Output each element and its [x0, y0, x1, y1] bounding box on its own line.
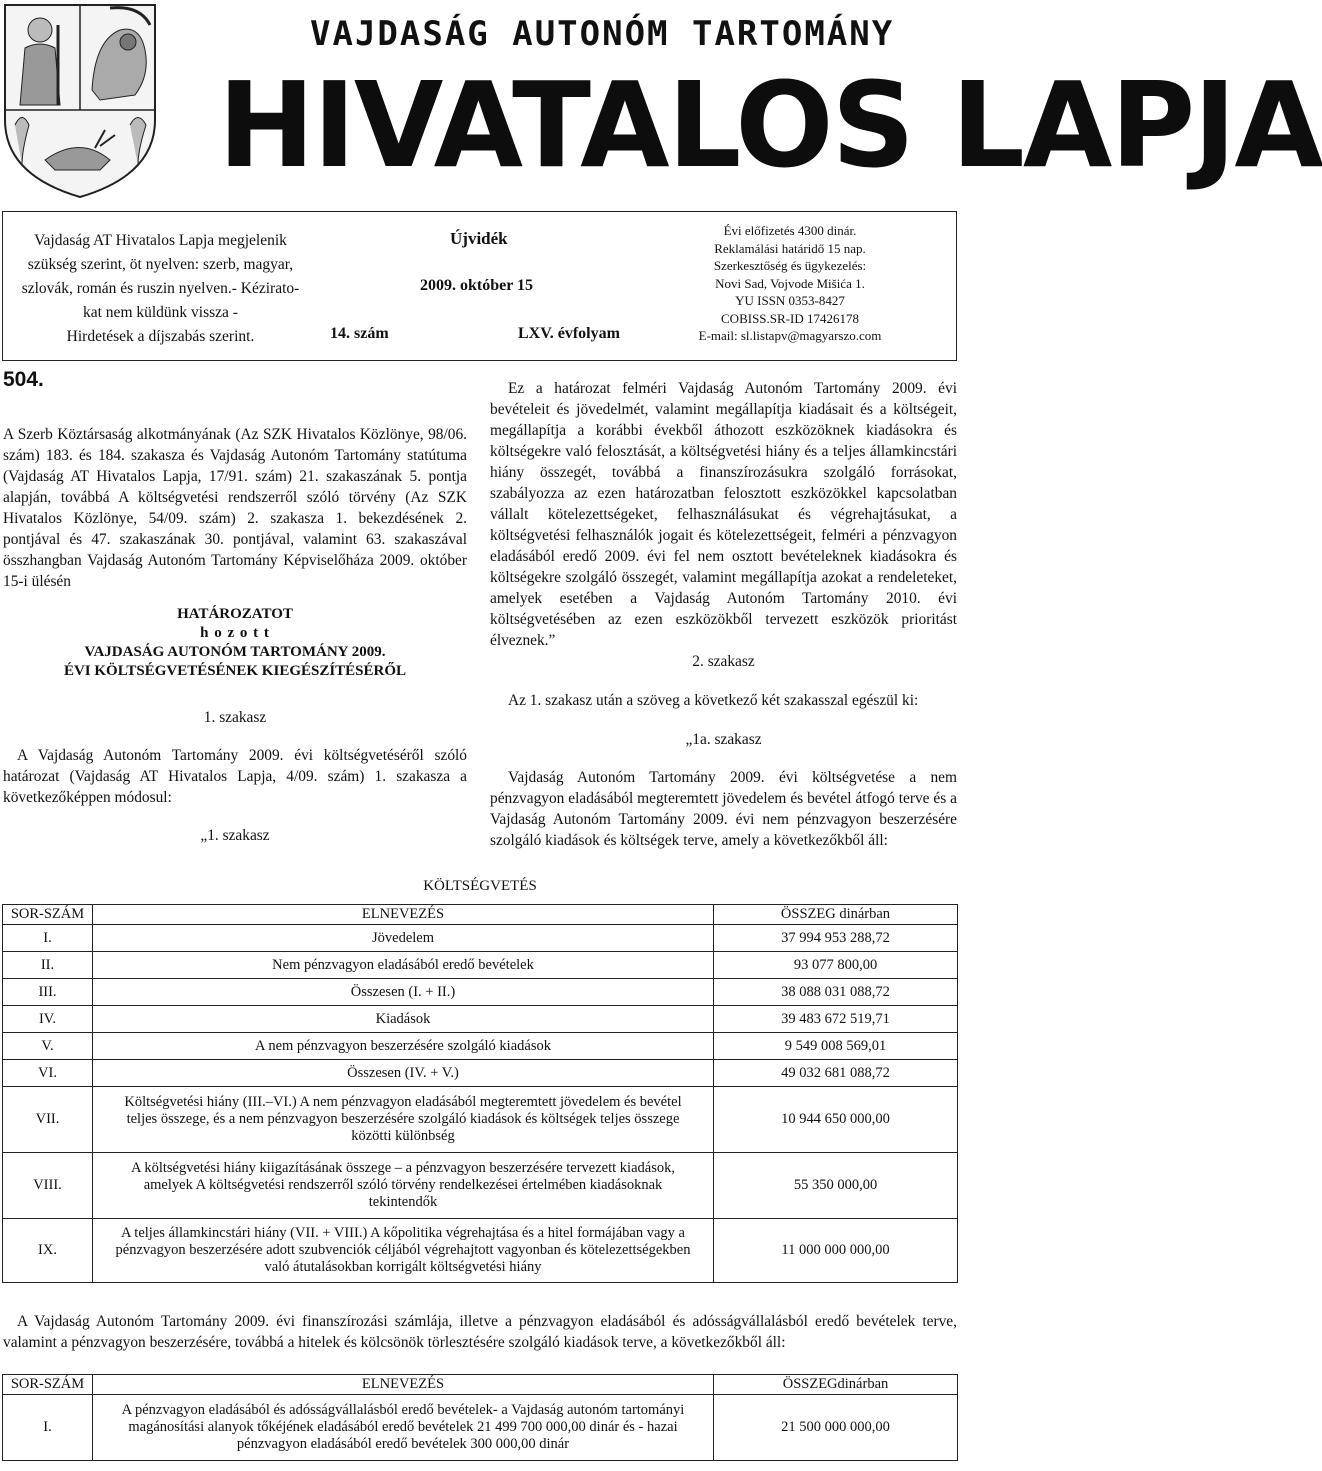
- column-header: ÖSSZEGdinárban: [714, 1375, 958, 1395]
- row-number: VIII.: [3, 1153, 93, 1219]
- table-row: [3, 1033, 958, 1060]
- row-number: I.: [3, 1395, 93, 1461]
- title-line: VAJDASÁG AUTONÓM TARTOMÁNY 2009.: [84, 644, 386, 660]
- section-1a-text: Vajdaság Autonóm Tartomány 2009. évi költségvetése a nem pénzvagyon eladásából megteremtett jövedelem és bevétel átfogó terve és a Vajdaság Autonóm Tartomány 2009. évi nem pénzvagyon beszerzésére szolgáló kiadások és költségek terve, amely a következőkből áll:: [490, 769, 957, 849]
- budget-table-caption: KÖLTSÉGVETÉS: [423, 878, 537, 894]
- masthead-subtitle: VAJDASÁG AUTONÓM TARTOMÁNY: [310, 14, 895, 54]
- issue-date: 2009. október 15: [420, 277, 534, 294]
- notice-line: Vajdaság AT Hivatalos Lapja megjelenik: [34, 232, 287, 249]
- subscription-info: [660, 222, 920, 345]
- table-row: [3, 979, 958, 1006]
- info-line: YU ISSN 0353-8427: [735, 293, 845, 308]
- budget-table: [2, 904, 958, 1283]
- row-name: Összesen (IV. + V.): [93, 1060, 714, 1087]
- financing-account-text: A Vajdaság Autonóm Tartomány 2009. évi finanszírozási számlája, illetve a pénzvagyon eladásából és adósságvállalásból eredő bevételek terve, valamint a pénzvagyon beszerzésére, továbbá a hitelek és kölcsönök törlesztésére szolgáló kiadások terve, a következőkből áll:: [3, 1313, 957, 1351]
- row-amount: 11 000 000 000,00: [714, 1219, 958, 1283]
- row-number: IV.: [3, 1006, 93, 1033]
- row-amount: 49 032 681 088,72: [714, 1060, 958, 1087]
- issue-number: 14. szám: [330, 325, 389, 342]
- table-row: [3, 1060, 958, 1087]
- publication-notice: [8, 229, 313, 349]
- row-amount: 38 088 031 088,72: [714, 979, 958, 1006]
- column-header: SOR-SZÁM: [3, 905, 93, 925]
- title-line: ÉVI KÖLTSÉGVETÉSÉNEK KIEGÉSZÍTÉSÉRŐL: [63, 663, 407, 679]
- info-line: Évi előfizetés 4300 dinár.: [723, 223, 857, 238]
- column-header: ELNEVEZÉS: [93, 1375, 714, 1395]
- column-header: SOR-SZÁM: [3, 1375, 93, 1395]
- quoted-section-1a: „1a. szakasz: [685, 731, 762, 748]
- quoted-section-1: „1. szakasz: [200, 827, 270, 844]
- table-row: [3, 1395, 958, 1461]
- row-amount: 21 500 000 000,00: [714, 1395, 958, 1461]
- info-line: Szerkesztőség és ügykezelés:: [713, 258, 867, 273]
- row-amount: 39 483 672 519,71: [714, 1006, 958, 1033]
- table-row: [3, 1087, 958, 1153]
- row-amount: 93 077 800,00: [714, 952, 958, 979]
- row-name: A költségvetési hiány kiigazításának összege – a pénzvagyon beszerzésére tervezett kiadások, amelyek A költségvetési rendszerről szóló törvény rendelkezései értelmében kiadásoknak tekintendők: [93, 1153, 714, 1219]
- section-1-body: Ez a határozat felméri Vajdaság Autonóm Tartomány 2009. évi bevételeit és jövedelmét, valamint megállapítja kiadásait és a költségeit, megállapítja a korábbi évekből áthozott eszközöknek kiadásokra és költségekre való felosztását, a költségvetési hiány és a teljes államkincstári hiány összegét, továbbá a finanszírozásukra szolgáló forrásokat, szabályozza az ezen határozatban felosztott eszközökkel kapcsolatban vállalt kötelezettségeket, felhasználásukat és végrehajtásukat, a költségvetési felhasználók jogait és kötelezettségeit, felméri a pénzvagyon eladásából eredő 2009. évi fel nem osztott bevételeknek kiadásokra és költségekre szolgáló összegét, valamint megállapítja azokat a rendeleteket, amelyek esetében a Vajdaság Autonóm Tartomány 2010. évi költségvetésében az ezen eszközökből tervezett eszközök prioritást élveznek.”: [490, 380, 957, 649]
- decision-title: [3, 605, 467, 681]
- row-number: V.: [3, 1033, 93, 1060]
- preamble: A Szerb Köztársaság alkotmányának (Az SZK Hivatalos Közlönye, 98/06. szám) 183. és 184. szakasza és Vajdaság Autonóm Tartomány statútuma (Vajdaság AT Hivatalos Lapja, 17/91. szám) 21. szakaszának 5. pontja alapján, továbbá A költségvetési rendszerről szóló törvény (Az SZK Hivatalos Közlönye, 54/09. szám) 2. szakasza 1. bekezdésének 2. pontjával és 47. szakaszának 30. pontjával, valamint 63. szakaszával összhangban Vajdaság Autonóm Tartomány Képviselőháza 2009. október 15-i ülésén: [3, 426, 467, 590]
- row-number: I.: [3, 925, 93, 952]
- coat-of-arms-crest: [0, 0, 160, 200]
- row-number: IX.: [3, 1219, 93, 1283]
- row-name: Jövedelem: [93, 925, 714, 952]
- issue-place: Újvidék: [450, 229, 508, 248]
- row-name: Összesen (I. + II.): [93, 979, 714, 1006]
- title-line: h o z o t t: [200, 625, 270, 641]
- column-header: ELNEVEZÉS: [93, 905, 714, 925]
- table-row: [3, 1006, 958, 1033]
- row-amount: 37 994 953 288,72: [714, 925, 958, 952]
- row-number: VI.: [3, 1060, 93, 1087]
- row-name: A nem pénzvagyon beszerzésére szolgáló kiadások: [93, 1033, 714, 1060]
- row-amount: 55 350 000,00: [714, 1153, 958, 1219]
- title-line: HATÁROZATOT: [177, 606, 293, 622]
- row-amount: 10 944 650 000,00: [714, 1087, 958, 1153]
- notice-line: szlovák, román és ruszin nyelven.- Kézirato-: [21, 280, 300, 297]
- table-header-row: [3, 1375, 958, 1395]
- row-number: III.: [3, 979, 93, 1006]
- table-row: [3, 925, 958, 952]
- section-2-heading: 2. szakasz: [692, 653, 755, 670]
- table-row: [3, 1219, 958, 1283]
- row-name: Költségvetési hiány (III.–VI.) A nem pénzvagyon eladásából megteremtett jövedelem és bevétel teljes összege, és a nem pénzvagyon beszerzésére szolgáló kiadások és költségek teljes összege közötti különbség: [93, 1087, 714, 1153]
- row-amount: 9 549 008 569,01: [714, 1033, 958, 1060]
- row-name: Kiadások: [93, 1006, 714, 1033]
- column-header: ÖSSZEG dinárban: [714, 905, 958, 925]
- section-2-text: Az 1. szakasz után a szöveg a következő két szakasszal egészül ki:: [508, 692, 919, 709]
- info-line: Reklamálási határidő 15 nap.: [714, 240, 866, 256]
- notice-line: kat nem küldünk vissza -: [83, 304, 238, 321]
- masthead-title: HIVATALOS LAPJA: [218, 56, 1322, 194]
- row-name: A teljes államkincstári hiány (VII. + VIII.) A kőpolitika végrehajtása és a hitel formájában vagy a pénzvagyon beszerzésére adott szubvenciók céljából végrehajtott vagyonban és kötelezettségekben való átutalásokban korrigált költségvetési hiány: [93, 1219, 714, 1283]
- table-row: [3, 1153, 958, 1219]
- email-line: E-mail: sl.listapv@magyarszo.com: [698, 328, 882, 343]
- row-number: II.: [3, 952, 93, 979]
- financing-table: [2, 1374, 958, 1461]
- section-1-heading: 1. szakasz: [203, 709, 267, 726]
- table-header-row: [3, 905, 958, 925]
- row-name: Nem pénzvagyon eladásából eredő bevételek: [93, 952, 714, 979]
- row-name: A pénzvagyon eladásából és adósságvállalásból eredő bevételek- a Vajdaság autonóm tartományi magánosítási alanyok tőkéjének eladásából eredő bevételek 21 499 700 000,00 dinár és - hazai pénzvagyon eladásából eredő bevételek 300 000,00 dinár: [93, 1395, 714, 1461]
- section-1-text: A Vajdaság Autonóm Tartomány 2009. évi költségvetéséről szóló határozat (Vajdaság AT Hivatalos Lapja, 4/09. szám) 1. szakasza a következőképpen módosul:: [3, 747, 467, 806]
- info-line: Novi Sad, Vojvode Mišića 1.: [715, 275, 865, 291]
- table-row: [3, 952, 958, 979]
- row-number: VII.: [3, 1087, 93, 1153]
- document-number: 504.: [3, 368, 44, 391]
- info-line: COBISS.SR-ID 17426178: [721, 310, 859, 326]
- issue-volume: LXV. évfolyam: [518, 325, 620, 342]
- notice-line: szükség szerint, öt nyelven: szerb, magyar,: [27, 256, 294, 273]
- notice-line: Hirdetések a díjszabás szerint.: [66, 328, 255, 345]
